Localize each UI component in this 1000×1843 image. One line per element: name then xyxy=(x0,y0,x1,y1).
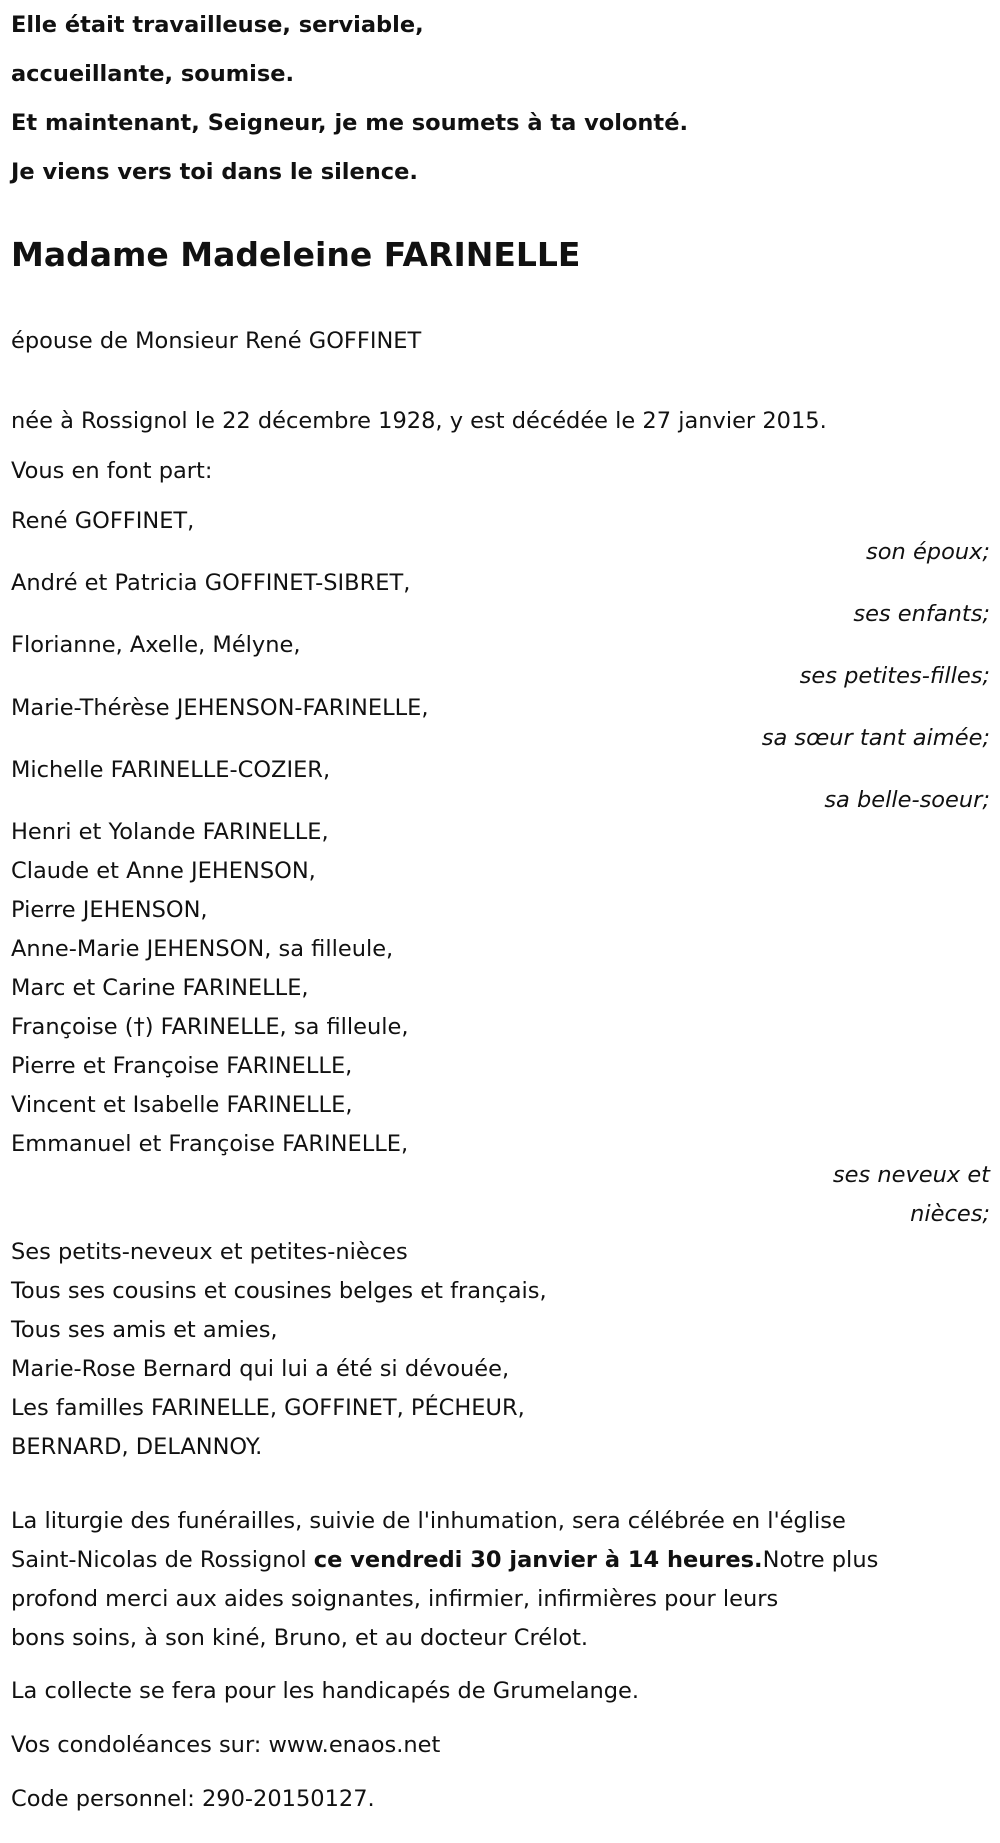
family-names: André et Patricia GOFFINET-SIBRET, xyxy=(11,570,411,596)
family-relation: sa sœur tant aimée; xyxy=(761,725,990,751)
nephew-line: Françoise (†) FARINELLE, sa filleule, xyxy=(11,1014,409,1040)
liturgy-thanks-start: Notre plus xyxy=(762,1547,879,1573)
nephews-relation: nièces; xyxy=(910,1201,990,1227)
poem-line: accueillante, soumise. xyxy=(11,61,295,87)
liturgy-datetime: ce vendredi 30 janvier à 14 heures. xyxy=(313,1547,763,1573)
nephew-line: Vincent et Isabelle FARINELLE, xyxy=(11,1092,353,1118)
family-relation: ses enfants; xyxy=(853,601,990,627)
nephews-relation: ses neveux et xyxy=(832,1162,990,1188)
nephew-line: Marc et Carine FARINELLE, xyxy=(11,975,309,1001)
others-line: Marie-Rose Bernard qui lui a été si dévouée, xyxy=(11,1356,510,1382)
family-relation: son époux; xyxy=(866,539,990,565)
family-names: Florianne, Axelle, Mélyne, xyxy=(11,632,301,658)
nephew-line: Anne-Marie JEHENSON, sa filleule, xyxy=(11,936,394,962)
others-line: Tous ses cousins et cousines belges et français, xyxy=(11,1278,547,1304)
nephew-line: Pierre JEHENSON, xyxy=(11,897,208,923)
family-names: Marie-Thérèse JEHENSON-FARINELLE, xyxy=(11,695,429,721)
poem-line: Et maintenant, Seigneur, je me soumets à ta volonté. xyxy=(11,110,688,136)
spouse-line: épouse de Monsieur René GOFFINET xyxy=(11,328,422,354)
liturgy-line: profond merci aux aides soignantes, infirmier, infirmières pour leurs xyxy=(11,1586,779,1612)
others-line: Tous ses amis et amies, xyxy=(11,1317,278,1343)
nephew-line: Henri et Yolande FARINELLE, xyxy=(11,819,329,845)
family-relation: ses petites-filles; xyxy=(799,663,990,689)
liturgy-church: Saint-Nicolas de Rossignol xyxy=(11,1547,314,1573)
collecte-line: La collecte se fera pour les handicapés de Grumelange. xyxy=(11,1678,640,1704)
deceased-name: Madame Madeleine FARINELLE xyxy=(11,235,581,274)
code-line: Code personnel: 290-20150127. xyxy=(11,1786,375,1812)
poem-line: Je viens vers toi dans le silence. xyxy=(11,159,418,185)
family-names: René GOFFINET, xyxy=(11,508,195,534)
nephew-line: Claude et Anne JEHENSON, xyxy=(11,858,316,884)
liturgy-line: La liturgie des funérailles, suivie de l'inhumation, sera célébrée en l'église xyxy=(11,1508,846,1534)
nephew-line: Pierre et Françoise FARINELLE, xyxy=(11,1053,353,1079)
announce-line: Vous en font part: xyxy=(11,458,213,484)
others-line: BERNARD, DELANNOY. xyxy=(11,1434,263,1460)
family-names: Michelle FARINELLE-COZIER, xyxy=(11,757,331,783)
others-line: Les familles FARINELLE, GOFFINET, PÉCHEUR, xyxy=(11,1395,525,1421)
poem-line: Elle était travailleuse, serviable, xyxy=(11,12,424,38)
others-line: Ses petits-neveux et petites-nièces xyxy=(11,1239,408,1265)
nephew-line: Emmanuel et Françoise FARINELLE, xyxy=(11,1131,409,1157)
family-relation: sa belle-soeur; xyxy=(824,787,990,813)
birth-death-line: née à Rossignol le 22 décembre 1928, y est décédée le 27 janvier 2015. xyxy=(11,408,827,434)
condolences-line: Vos condoléances sur: www.enaos.net xyxy=(11,1732,441,1758)
liturgy-line-2 xyxy=(11,1549,878,1572)
liturgy-line: bons soins, à son kiné, Bruno, et au docteur Crélot. xyxy=(11,1625,589,1651)
